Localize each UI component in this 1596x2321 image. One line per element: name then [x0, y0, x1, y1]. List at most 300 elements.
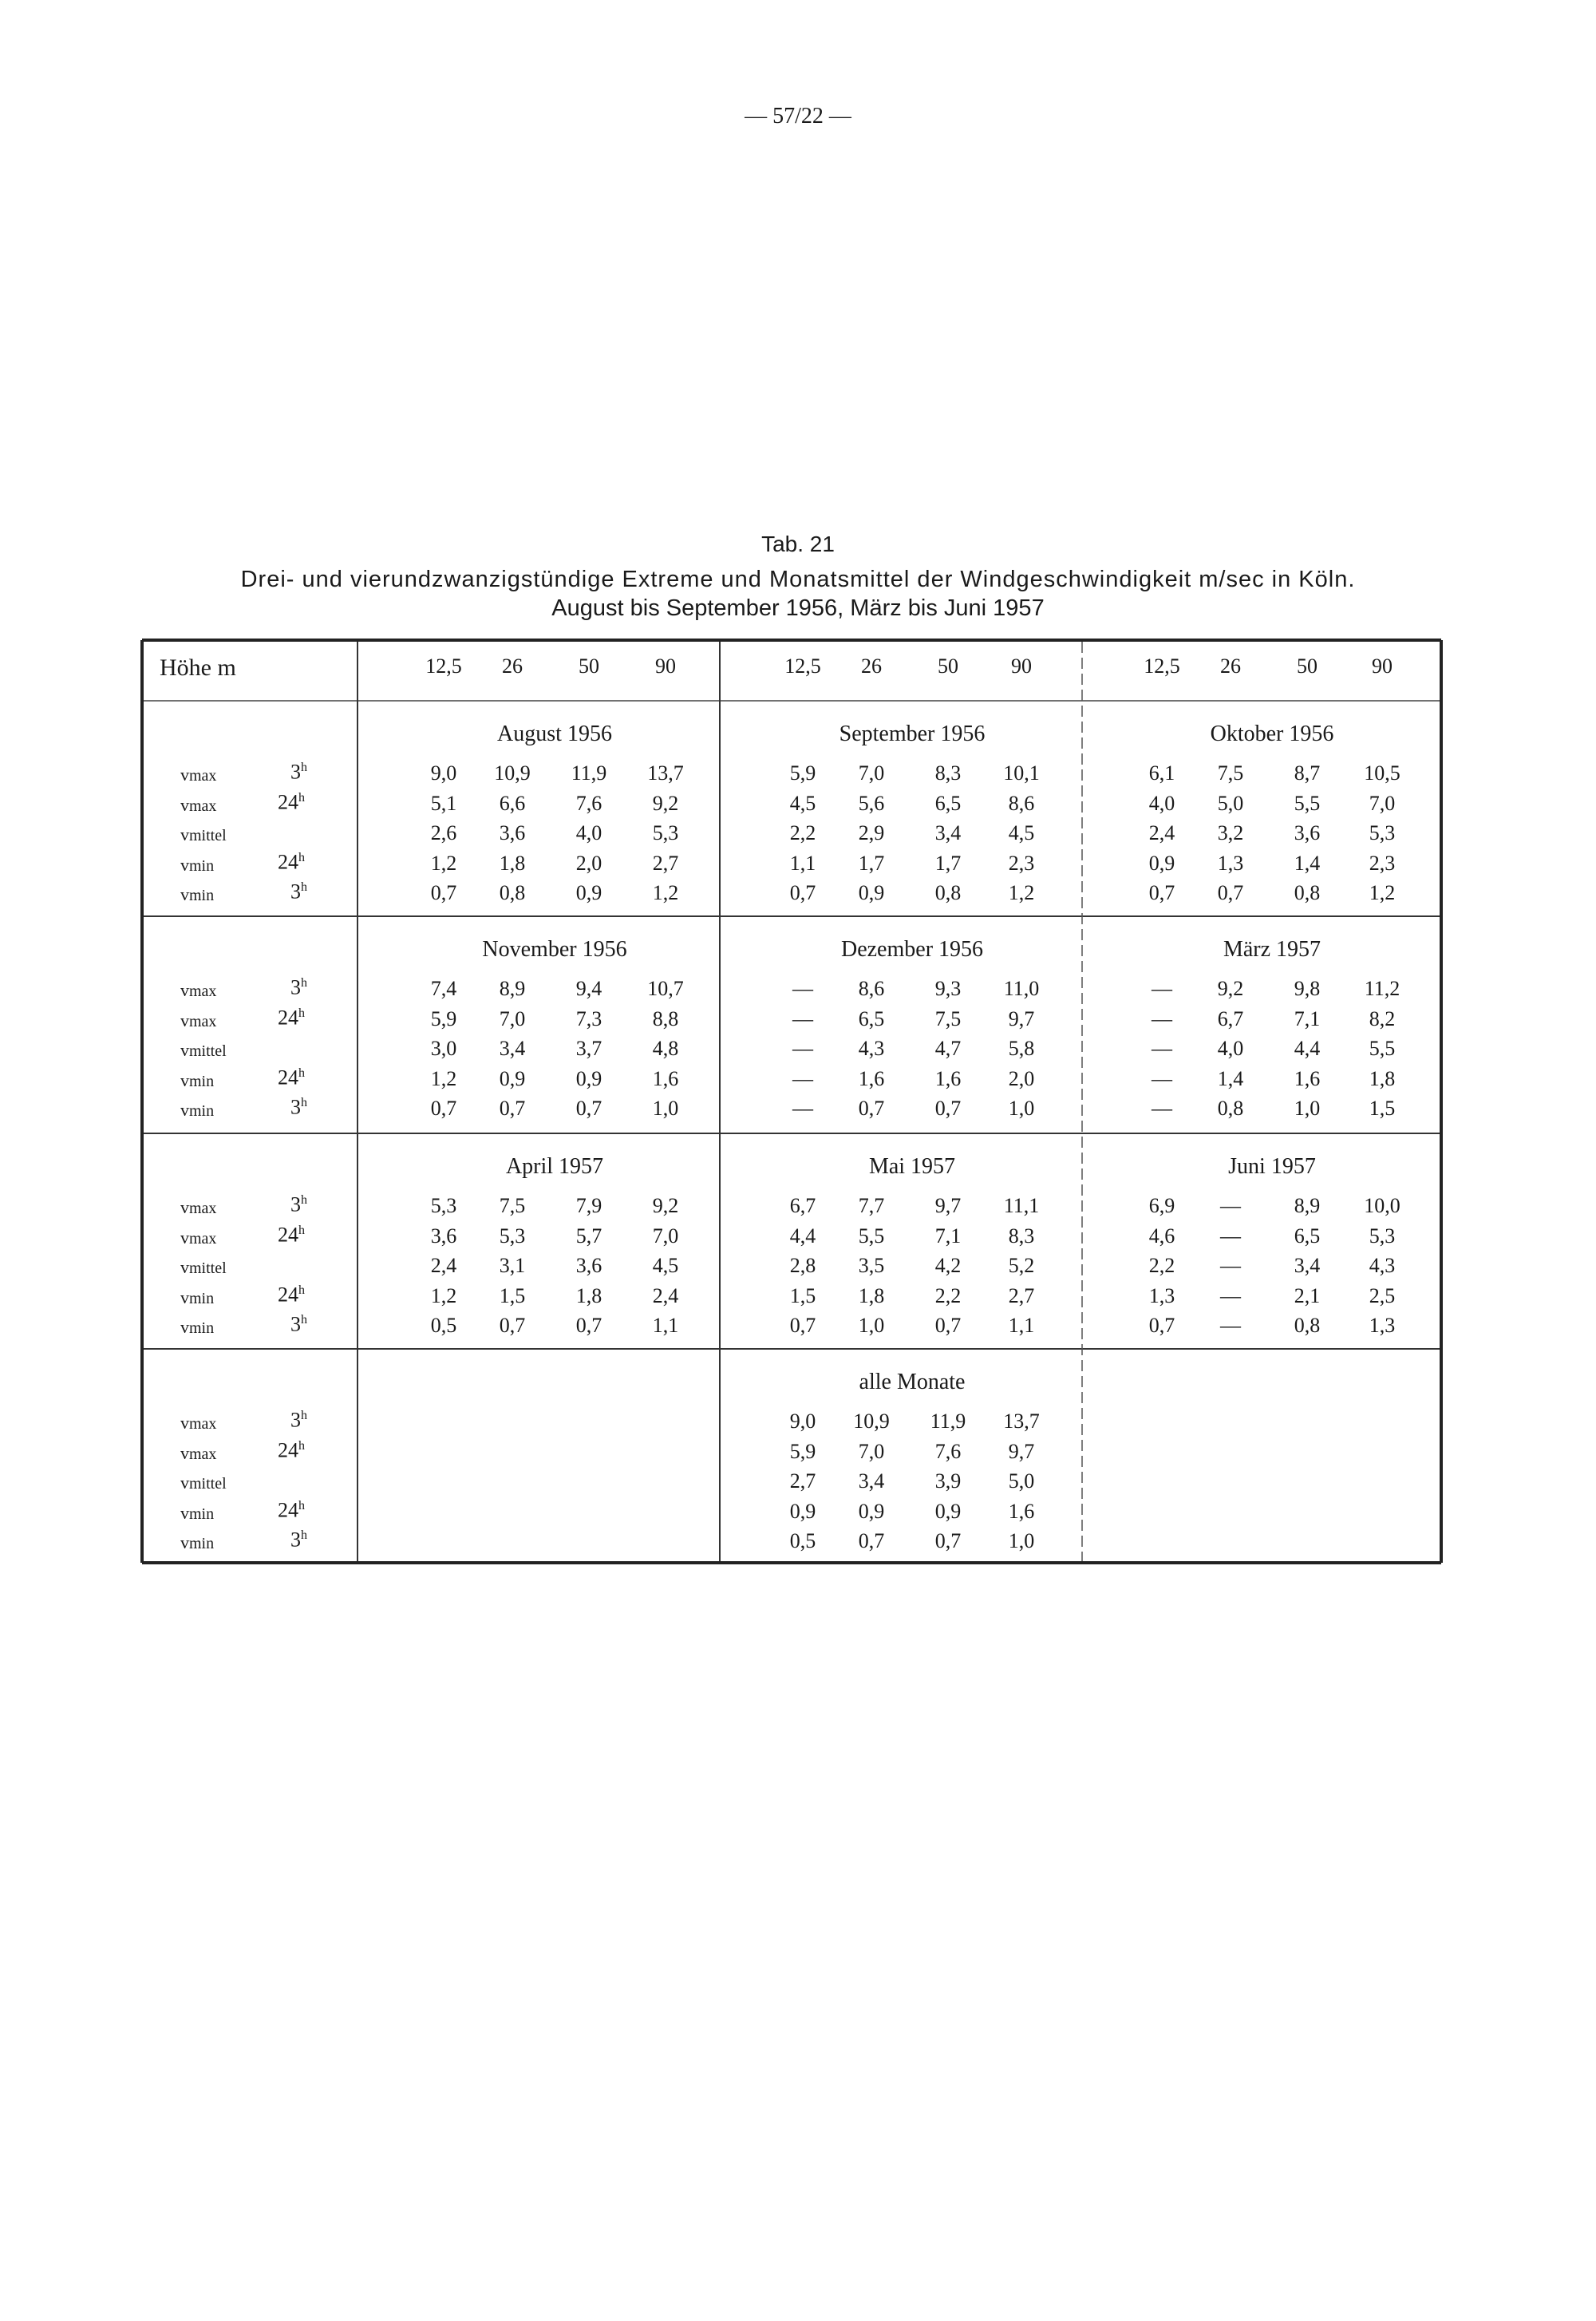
row-label — [180, 1042, 227, 1059]
table-cell-value: 3,9 — [934, 1469, 962, 1493]
height-value-header: 26 — [1220, 654, 1241, 678]
table-cell-value: 0,9 — [1148, 851, 1175, 875]
table-cell-value: 0,5 — [789, 1529, 816, 1552]
row-label-time — [290, 977, 307, 998]
row-label-base: v — [180, 1070, 189, 1090]
row-label — [180, 1101, 214, 1119]
table-cell-value: 7,5 — [499, 1194, 526, 1217]
table-cell-value: — — [792, 977, 813, 1000]
table-cell-value: 2,7 — [1008, 1283, 1035, 1307]
table-cell-value: 10,0 — [1364, 1194, 1400, 1217]
table-cell-value: 1,2 — [430, 1283, 457, 1307]
table-cell-value: 6,5 — [934, 791, 962, 815]
table-cell-value: 7,1 — [934, 1224, 962, 1247]
table-cell-value: 0,9 — [575, 1066, 602, 1090]
table-cell-value: 0,7 — [499, 1097, 526, 1120]
table-cell-value: 1,3 — [1148, 1283, 1175, 1307]
row-label-time — [290, 1194, 307, 1216]
table-cell-value: 2,3 — [1369, 851, 1396, 875]
row-label-hour-unit: h — [298, 850, 305, 864]
table-cell-value: 7,0 — [499, 1006, 526, 1030]
row-label-subscript: min — [189, 1319, 215, 1337]
table-cell-value: 0,5 — [430, 1314, 457, 1337]
table-cell-value: 11,9 — [571, 761, 607, 785]
height-value-header: 50 — [1297, 654, 1317, 678]
table-cell-value: 2,3 — [1008, 851, 1035, 875]
table-cell-value: 0,7 — [934, 1314, 962, 1337]
row-label-hour-unit: h — [301, 1409, 307, 1422]
table-cell-value: 0,9 — [858, 881, 885, 904]
table-cell-value: 5,3 — [1369, 821, 1396, 844]
table-cell-value: 1,6 — [934, 1066, 962, 1090]
row-label-hour-unit: h — [298, 1498, 305, 1512]
row-label-subscript: min — [189, 1504, 215, 1523]
row-label — [180, 1259, 227, 1276]
table-cell-value: 8,6 — [858, 977, 885, 1000]
table-cell-value: 10,7 — [647, 977, 684, 1000]
table-cell-value: 0,7 — [499, 1314, 526, 1337]
table-cell-value: 2,1 — [1294, 1283, 1321, 1307]
row-label-base: v — [180, 765, 189, 785]
table-cell-value: 13,7 — [1003, 1410, 1040, 1433]
row-label-subscript: max — [189, 1200, 217, 1217]
table-cell-value: 1,8 — [575, 1283, 602, 1307]
row-label — [180, 794, 217, 815]
row-label-hours: 24 — [278, 1283, 298, 1307]
row-label-base: v — [180, 824, 189, 844]
row-label — [180, 766, 216, 784]
table-cell-value: 7,0 — [858, 761, 885, 785]
table-cell-value: 0,7 — [858, 1529, 885, 1552]
row-label-subscript: max — [189, 983, 217, 1000]
row-label — [180, 886, 214, 903]
table-cell-value: 4,2 — [934, 1254, 962, 1277]
table-cell-value: 3,1 — [499, 1254, 526, 1277]
row-label-time — [278, 1440, 305, 1461]
table-cell-value: 7,0 — [858, 1439, 885, 1463]
table-cell-value: 8,3 — [1008, 1224, 1035, 1247]
table-cell-value: 4,7 — [934, 1037, 962, 1060]
table-cell-value: 4,0 — [1148, 791, 1175, 815]
row-label-time — [290, 1410, 307, 1431]
row-label-base: v — [180, 884, 189, 904]
table-cell-value: 0,8 — [1294, 881, 1321, 904]
row-label-base: v — [180, 1442, 189, 1463]
table-cell-value: 3,4 — [858, 1469, 885, 1493]
table-cell-value: 4,5 — [1008, 821, 1035, 844]
table-cell-value: 0,9 — [934, 1499, 962, 1523]
row-label-hours: 24 — [278, 850, 298, 874]
table-cell-value: 7,6 — [575, 791, 602, 815]
table-cell-value: 0,7 — [1217, 881, 1244, 904]
table-cell-value: 2,4 — [1148, 821, 1175, 844]
table-cell-value: 8,8 — [652, 1006, 679, 1030]
table-cell-value: 1,1 — [789, 851, 816, 875]
table-cell-value: — — [792, 1066, 813, 1090]
row-label-subscript: min — [189, 1072, 215, 1090]
row-label-hour-unit: h — [301, 1528, 307, 1542]
table-cell-value: 6,7 — [789, 1194, 816, 1217]
table-cell-value: 6,9 — [1148, 1194, 1175, 1217]
row-label-hours: 24 — [278, 790, 298, 814]
row-label — [180, 1319, 214, 1336]
row-label-subscript: mittel — [189, 1042, 227, 1060]
row-label-time — [278, 852, 305, 873]
table-cell-value: 4,0 — [1217, 1037, 1244, 1060]
table-cell-value: 1,6 — [1008, 1499, 1035, 1523]
table-cell-value: 8,9 — [499, 977, 526, 1000]
table-cell-value: 8,7 — [1294, 761, 1321, 785]
table-cell-value: 4,0 — [575, 821, 602, 844]
table-cell-value: 3,6 — [430, 1224, 457, 1247]
table-cell-value: 0,9 — [575, 881, 602, 904]
table-cell-value: 7,5 — [934, 1006, 962, 1030]
table-cell-value: 11,1 — [1003, 1194, 1040, 1217]
row-label-time — [278, 1284, 305, 1306]
table-cell-value: 1,6 — [652, 1066, 679, 1090]
table-cell-value: 2,0 — [1008, 1066, 1035, 1090]
table-cell-value: 6,5 — [1294, 1224, 1321, 1247]
table-cell-value: — — [1152, 977, 1172, 1000]
row-label-time — [278, 1067, 305, 1089]
month-title: Juni 1957 — [1228, 1154, 1316, 1179]
row-label — [180, 1504, 214, 1522]
table-cell-value: 9,2 — [1217, 977, 1244, 1000]
table-cell-value: 11,2 — [1364, 977, 1400, 1000]
row-label-hours: 3 — [290, 1312, 301, 1336]
table-cell-value: 1,3 — [1217, 851, 1244, 875]
height-value-header: 12,5 — [1144, 654, 1180, 678]
table-cell-value: 3,4 — [499, 1037, 526, 1060]
table-cell-value: 1,4 — [1294, 851, 1321, 875]
row-label-hours: 24 — [278, 1498, 298, 1522]
table-cell-value: — — [792, 1037, 813, 1060]
row-label-time — [290, 1529, 307, 1551]
table-cell-value: 0,7 — [1148, 1314, 1175, 1337]
table-cell-value: 0,8 — [1294, 1314, 1321, 1337]
table-cell-value: — — [792, 1097, 813, 1120]
row-label — [180, 1534, 214, 1552]
height-value-header: 12,5 — [425, 654, 462, 678]
table-cell-value: 7,6 — [934, 1439, 962, 1463]
table-cell-value: 6,7 — [1217, 1006, 1244, 1030]
table-cell-value: 8,9 — [1294, 1194, 1321, 1217]
table-cell-value: 1,0 — [1008, 1529, 1035, 1552]
height-value-header: 90 — [1372, 654, 1393, 678]
row-label-subscript: min — [189, 1289, 215, 1307]
table-cell-value: 5,3 — [1369, 1224, 1396, 1247]
month-title: Dezember 1956 — [840, 937, 984, 962]
row-label-subscript: max — [189, 1415, 217, 1433]
table-cell-value: 1,6 — [1294, 1066, 1321, 1090]
table-cell-value: 0,7 — [430, 1097, 457, 1120]
height-value-header: 90 — [1011, 654, 1032, 678]
table-cell-value: 2,7 — [789, 1469, 816, 1493]
table-cell-value: 10,5 — [1364, 761, 1400, 785]
table-cell-value: — — [1220, 1283, 1241, 1307]
table-cell-value: 7,9 — [575, 1194, 602, 1217]
table-cell-value: 2,5 — [1369, 1283, 1396, 1307]
table-cell-value: 1,7 — [858, 851, 885, 875]
row-label-hour-unit: h — [298, 1006, 305, 1020]
row-label-hour-unit: h — [301, 1096, 307, 1109]
row-label-hour-unit: h — [298, 790, 305, 805]
table-cell-value: 11,0 — [1003, 977, 1040, 1000]
table-cell-value: 9,7 — [1008, 1006, 1035, 1030]
month-title: November 1956 — [482, 937, 627, 962]
table-cell-value: 6,1 — [1148, 761, 1175, 785]
table-cell-value: 5,9 — [789, 761, 816, 785]
row-label-time — [290, 1314, 307, 1335]
table-cell-value: 7,5 — [1217, 761, 1244, 785]
table-cell-value: 9,4 — [575, 977, 602, 1000]
table-cell-value: 1,5 — [1369, 1097, 1396, 1120]
row-label-base: v — [180, 794, 189, 815]
table-cell-value: 10,9 — [853, 1410, 890, 1433]
table-cell-value: 5,8 — [1008, 1037, 1035, 1060]
table-cell-value: 3,7 — [575, 1037, 602, 1060]
table-cell-value: 9,2 — [652, 791, 679, 815]
table-cell-value: 1,2 — [1008, 881, 1035, 904]
row-label-hours: 3 — [290, 760, 301, 784]
table-cell-value: 2,6 — [430, 821, 457, 844]
row-label-hours: 24 — [278, 1066, 298, 1089]
row-label-hours: 24 — [278, 1006, 298, 1030]
table-cell-value: 8,2 — [1369, 1006, 1396, 1030]
table-cell-value: — — [1220, 1224, 1241, 1247]
table-cell-value: 4,4 — [1294, 1037, 1321, 1060]
row-label-hour-unit: h — [301, 1313, 307, 1327]
table-caption-line-1: Drei- und vierundzwanzigstündige Extreme und Monatsmittel der Windgeschwindigkeit m/sec in Köln. — [240, 567, 1356, 592]
row-label-hours: 3 — [290, 880, 301, 903]
table-cell-value: 5,6 — [858, 791, 885, 815]
table-cell-value: 8,6 — [1008, 791, 1035, 815]
height-value-header: 50 — [579, 654, 599, 678]
table-cell-value: 7,0 — [1369, 791, 1396, 815]
row-label-base: v — [180, 1227, 189, 1247]
table-cell-value: — — [1220, 1314, 1241, 1337]
table-cell-value: 2,2 — [1148, 1254, 1175, 1277]
table-cell-value: — — [1152, 1097, 1172, 1120]
table-cell-value: 4,3 — [858, 1037, 885, 1060]
row-label-time — [278, 1007, 305, 1029]
table-cell-value: 6,5 — [858, 1006, 885, 1030]
table-cell-value: 0,7 — [789, 881, 816, 904]
table-cell-value: — — [1152, 1037, 1172, 1060]
row-label-base: v — [180, 1100, 189, 1120]
table-cell-value: — — [1220, 1254, 1241, 1277]
table-cell-value: 1,3 — [1369, 1314, 1396, 1337]
table-cell-value: 0,9 — [858, 1499, 885, 1523]
table-cell-value: 0,9 — [789, 1499, 816, 1523]
row-label — [180, 1012, 216, 1030]
height-value-header: 50 — [938, 654, 958, 678]
table-cell-value: 9,7 — [1008, 1439, 1035, 1463]
table-cell-value: 2,4 — [652, 1283, 679, 1307]
table-cell-value: 5,7 — [575, 1224, 602, 1247]
table-cell-value: 5,3 — [499, 1224, 526, 1247]
table-cell-value: 4,5 — [789, 791, 816, 815]
table-cell-value: 9,7 — [934, 1194, 962, 1217]
row-label — [180, 1289, 214, 1307]
row-label-hours: 24 — [278, 1438, 298, 1462]
table-cell-value: 4,4 — [789, 1224, 816, 1247]
table-cell-value: 1,8 — [1369, 1066, 1396, 1090]
table-cell-value: 1,5 — [499, 1283, 526, 1307]
table-cell-value: 4,5 — [652, 1254, 679, 1277]
table-cell-value: 9,0 — [430, 761, 457, 785]
row-label-base: v — [180, 1502, 189, 1523]
table-cell-value: 9,3 — [934, 977, 962, 1000]
table-cell-value: 4,8 — [652, 1037, 679, 1060]
row-label-base: v — [180, 1010, 189, 1030]
table-cell-value: 3,6 — [1294, 821, 1321, 844]
row-label-hour-unit: h — [301, 761, 307, 774]
table-cell-value: 0,7 — [1148, 881, 1175, 904]
row-label-hours: 3 — [290, 1192, 301, 1216]
row-label-subscript: min — [189, 1535, 215, 1552]
height-value-header: 26 — [861, 654, 882, 678]
table-cell-value: 0,7 — [430, 881, 457, 904]
row-label-time — [290, 761, 307, 783]
table-cell-value: — — [792, 1006, 813, 1030]
row-label-base: v — [180, 1287, 189, 1307]
table-cell-value: 1,7 — [934, 851, 962, 875]
row-label-hours: 24 — [278, 1223, 298, 1247]
month-title: August 1956 — [497, 722, 612, 746]
table-cell-value: 4,3 — [1369, 1254, 1396, 1277]
table-cell-value: 1,0 — [652, 1097, 679, 1120]
row-label-subscript: mittel — [189, 827, 227, 844]
table-cell-value: — — [1220, 1194, 1241, 1217]
table-cell-value: 11,9 — [930, 1410, 966, 1433]
row-label-base: v — [180, 1532, 189, 1552]
row-label-time — [290, 1097, 307, 1118]
row-label — [180, 856, 214, 874]
row-label-subscript: min — [189, 1102, 215, 1120]
height-value-header: 90 — [655, 654, 676, 678]
row-label — [180, 1229, 216, 1247]
table-cell-value: — — [1152, 1006, 1172, 1030]
height-value-header: 12,5 — [784, 654, 821, 678]
table-cell-value: 3,4 — [934, 821, 962, 844]
row-label-subscript: min — [189, 887, 215, 904]
table-cell-value: 0,7 — [934, 1529, 962, 1552]
table-cell-value: 0,9 — [499, 1066, 526, 1090]
table-cell-value: 2,9 — [858, 821, 885, 844]
table-cell-value: 2,7 — [652, 851, 679, 875]
row-label-hour-unit: h — [298, 1066, 305, 1080]
table-cell-value: 10,1 — [1003, 761, 1040, 785]
row-label — [180, 1414, 216, 1432]
row-label — [180, 1072, 214, 1089]
row-label-subscript: max — [189, 1012, 217, 1030]
row-label-time — [278, 1500, 305, 1521]
row-label-hour-unit: h — [301, 976, 307, 990]
row-label-base: v — [180, 1317, 189, 1337]
month-title: April 1957 — [505, 1154, 604, 1179]
row-label-hour-unit: h — [298, 1223, 305, 1237]
table-cell-value: 5,2 — [1008, 1254, 1035, 1277]
month-title: September 1956 — [839, 722, 986, 746]
month-title: März 1957 — [1223, 937, 1321, 962]
row-label-subscript: max — [189, 797, 217, 815]
table-cell-value: 1,2 — [430, 1066, 457, 1090]
table-cell-value: 0,7 — [858, 1097, 885, 1120]
table-cell-value: 5,9 — [430, 1006, 457, 1030]
row-label-base: v — [180, 1040, 189, 1060]
table-cell-value: 5,1 — [430, 791, 457, 815]
row-label-subscript: max — [189, 1229, 217, 1247]
table-cell-value: 7,4 — [430, 977, 457, 1000]
month-title: Oktober 1956 — [1210, 722, 1334, 746]
table-cell-value: 5,9 — [789, 1439, 816, 1463]
row-label-time — [278, 792, 305, 813]
table-cell-value: 1,0 — [1294, 1097, 1321, 1120]
row-label-hour-unit: h — [298, 1438, 305, 1453]
table-cell-value: 1,1 — [652, 1314, 679, 1337]
row-label-time — [290, 881, 307, 903]
page-number: — 57/22 — — [745, 104, 851, 129]
table-cell-value: 1,6 — [858, 1066, 885, 1090]
table-cell-value: 1,5 — [789, 1283, 816, 1307]
row-label-subscript: max — [189, 767, 217, 785]
row-label-time — [278, 1224, 305, 1246]
row-label-subscript: mittel — [189, 1475, 227, 1493]
row-label — [180, 982, 216, 999]
table-cell-value: 10,9 — [494, 761, 531, 785]
row-label-hours: 3 — [290, 975, 301, 999]
table-cell-value: 3,5 — [858, 1254, 885, 1277]
table-cell-value: 5,5 — [1294, 791, 1321, 815]
table-cell-value: 7,7 — [858, 1194, 885, 1217]
table-cell-value: 1,1 — [1008, 1314, 1035, 1337]
table-cell-value: 1,2 — [1369, 881, 1396, 904]
table-cell-value: 3,6 — [499, 821, 526, 844]
table-cell-value: 5,3 — [652, 821, 679, 844]
table-cell-value: 5,0 — [1008, 1469, 1035, 1493]
table-cell-value: 1,2 — [430, 851, 457, 875]
row-label — [180, 1474, 227, 1492]
table-cell-value: 0,7 — [575, 1314, 602, 1337]
row-label-base: v — [180, 980, 189, 1000]
table-cell-value: 5,5 — [858, 1224, 885, 1247]
table-cell-value: 0,7 — [575, 1097, 602, 1120]
row-label-base: v — [180, 1473, 189, 1493]
table-cell-value: 2,2 — [789, 821, 816, 844]
row-label-base: v — [180, 854, 189, 875]
table-cell-value: 9,8 — [1294, 977, 1321, 1000]
table-cell-value: 7,0 — [652, 1224, 679, 1247]
table-cell-value: 5,3 — [430, 1194, 457, 1217]
table-cell-value: 13,7 — [647, 761, 684, 785]
row-label-hours: 3 — [290, 1095, 301, 1119]
table-caption-line-2: August bis September 1956, März bis Juni 1957 — [551, 595, 1045, 621]
table-cell-value: 2,4 — [430, 1254, 457, 1277]
table-cell-value: 1,2 — [652, 881, 679, 904]
table-cell-value: 1,0 — [1008, 1097, 1035, 1120]
row-label-hours: 3 — [290, 1528, 301, 1552]
row-label — [180, 1199, 216, 1216]
row-label-subscript: mittel — [189, 1259, 227, 1277]
height-header: Höhe m — [160, 654, 236, 681]
table-cell-value: 5,0 — [1217, 791, 1244, 815]
row-label-subscript: max — [189, 1445, 217, 1463]
table-cell-value: 4,6 — [1148, 1224, 1175, 1247]
row-label-base: v — [180, 1413, 189, 1433]
table-cell-value: 1,4 — [1217, 1066, 1244, 1090]
table-cell-value: 2,2 — [934, 1283, 962, 1307]
